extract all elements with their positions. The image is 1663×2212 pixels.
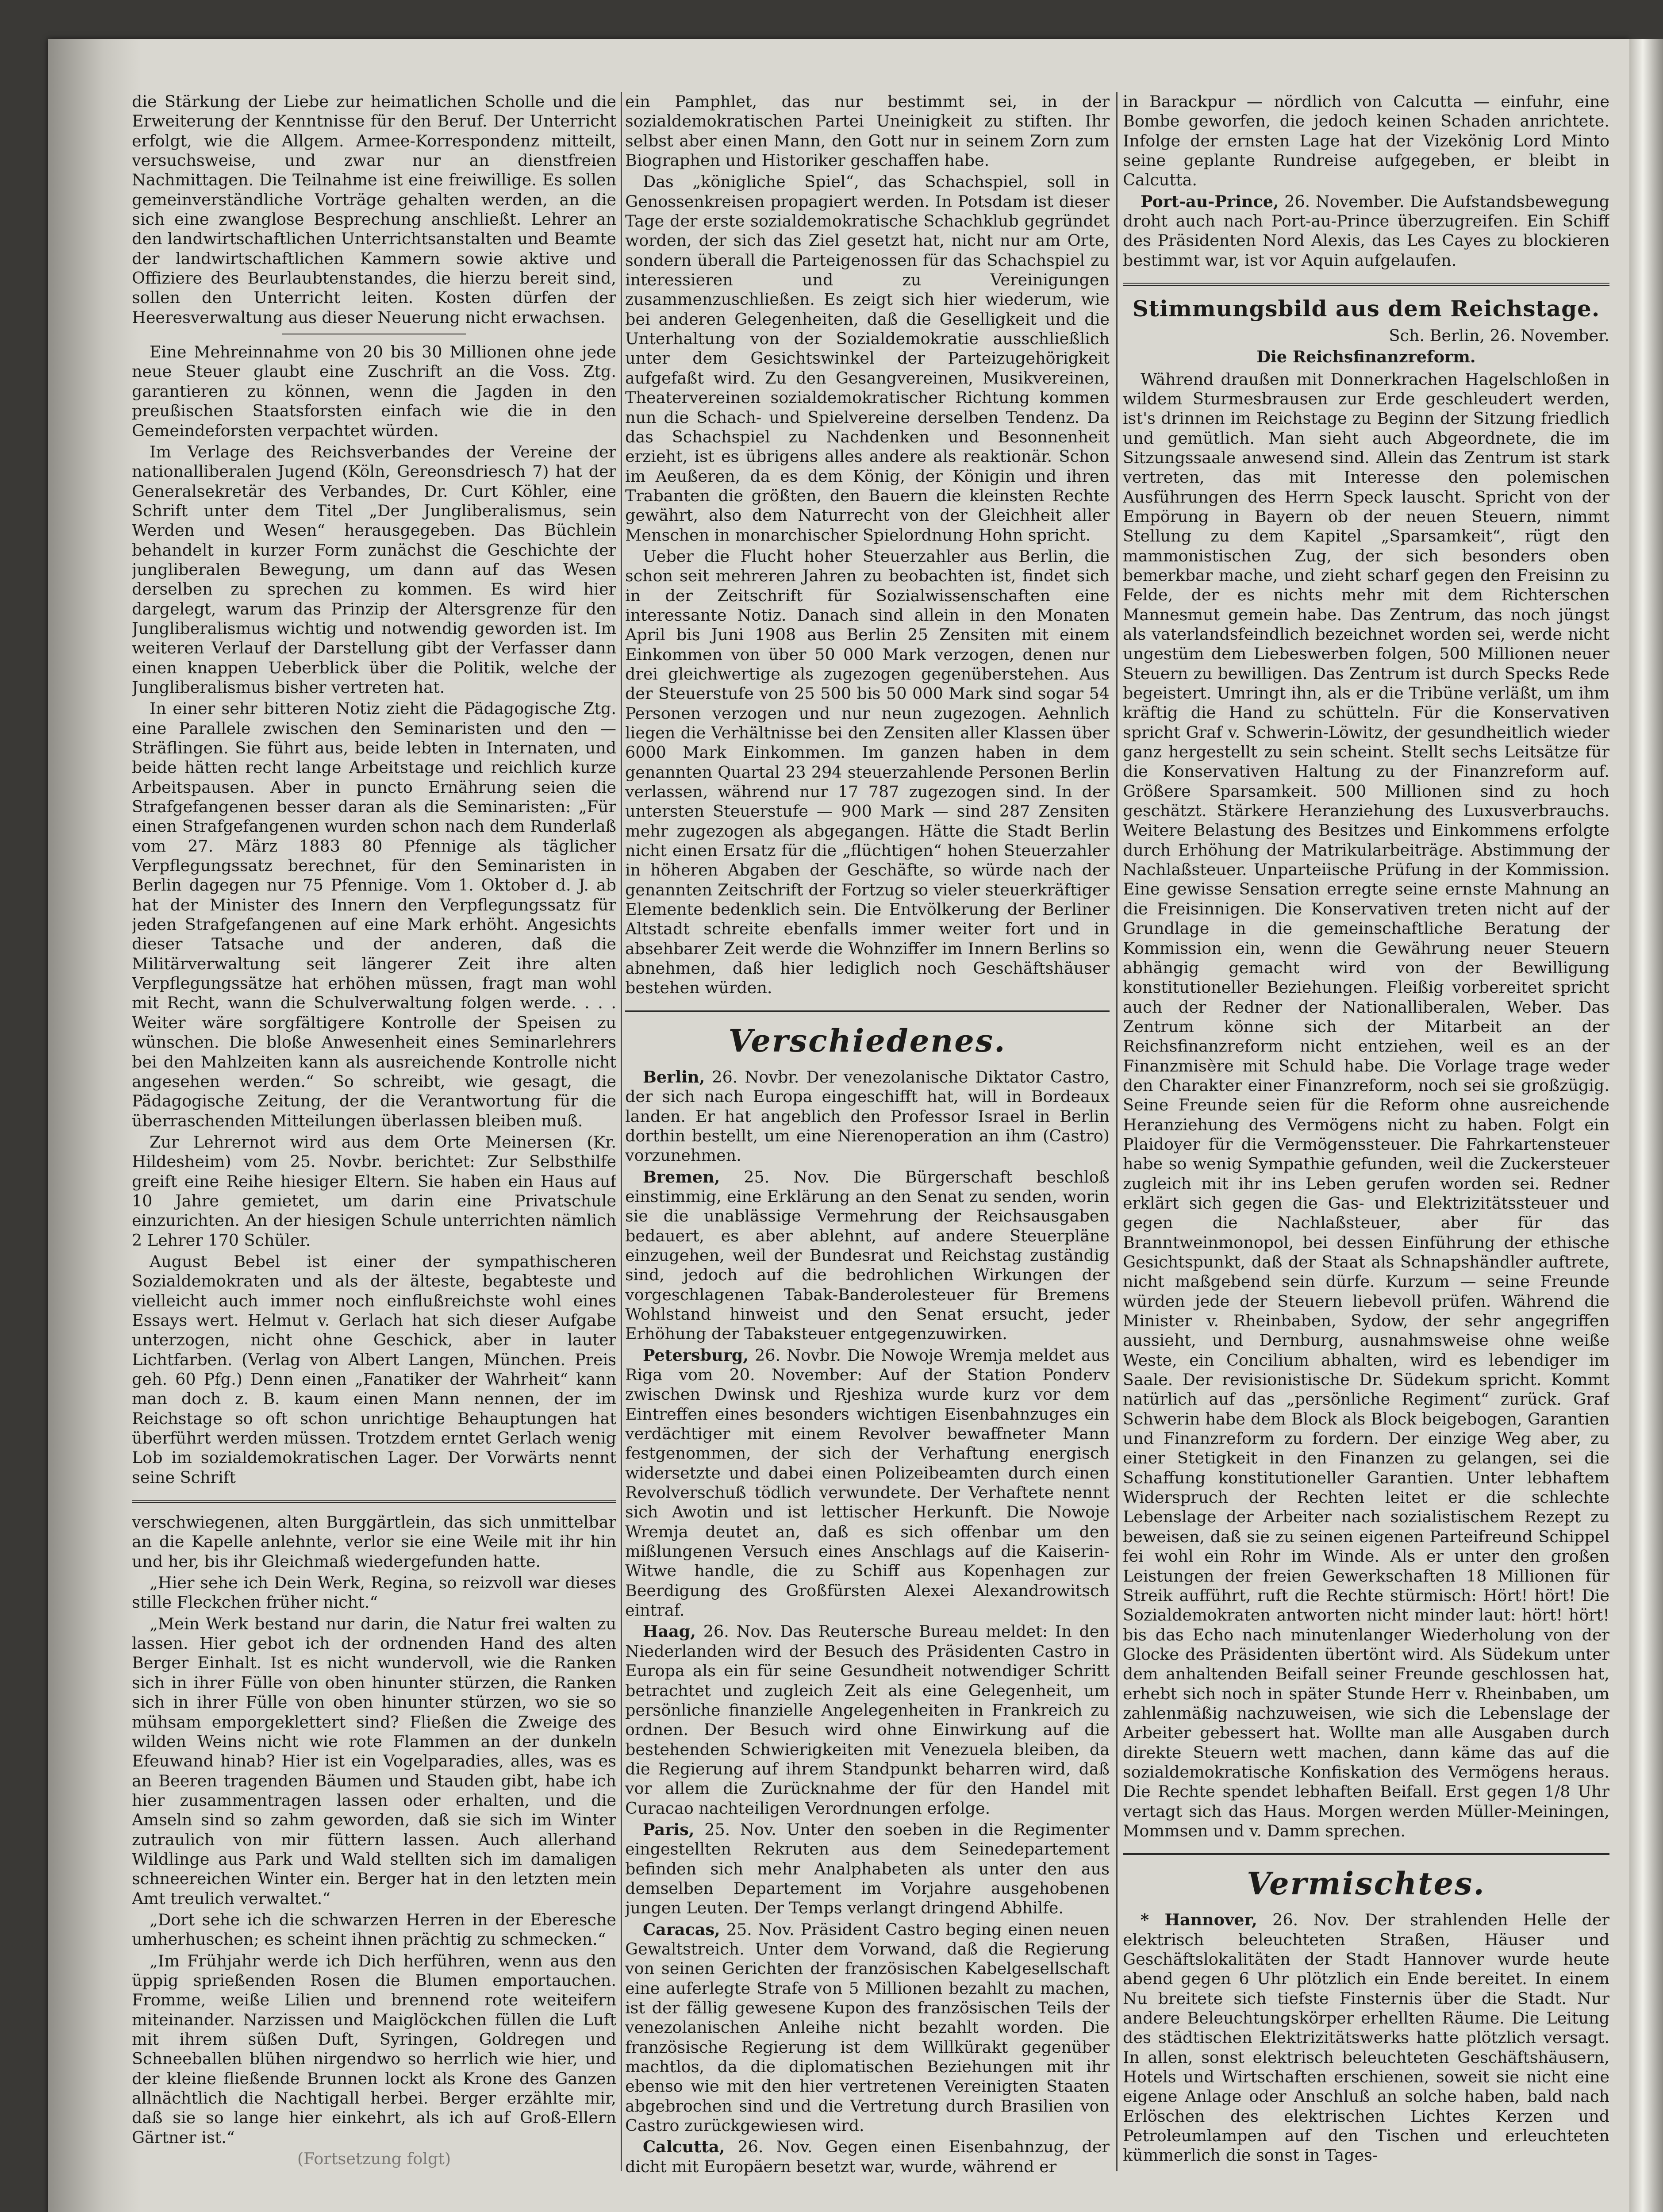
paragraph: die Stärkung der Liebe zur heimatlichen Scholle und die Erweiterung der Kenntnisse für den Beruf. Der Unterricht erfolgt, wie die Allgem. Armee-Korrespondenz mitteilt, versuchsweise, und zwar nur an dienstfreien Nachmittagen. Die Teilnahme ist eine freiwillige. Es sollen gemeinverständliche Vorträge gehalten werden, an die sich eine zwanglose Besprechung anschließt. Lehrer an den landwirtschaftlichen Unterrichtsanstalten und Beamte der landwirtschaftlichen Kammern sowie aktive und Offiziere des Beurlaubtenstandes, die hierzu bereit sind, sollen den Unterricht leiten. Kosten dürfen der Heeresverwaltung aus dieser Neuerung nicht erwachsen. <box>132 92 616 327</box>
section-heading-vermischtes: Vermischtes. <box>1247 1865 1486 1902</box>
dateline: * Hannover, <box>1141 1910 1257 1930</box>
news-text: 26. Nov. Der strahlenden Helle der elektrisch beleuchteten Straßen, Häuser und Geschäftslokalitäten der Stadt Hannover wurde heute abend gegen 6 Uhr plötzlich ein Ende bereitet. In einem Nu breitete sich tiefste Finsternis über die Stadt. Nur andere Beleuchtungskörper erhellten Räume. Die Leitung des städtischen Elektrizitätswerks hatte plötzlich versagt. In allen, sonst elektrisch beleuchteten Geschäftshäusern, Hotels und Wirtschaften erschienen, soweit sie nicht eine eigene Anlage oder Anschluß an solche haben, bald nach Erlöschen des elektrischen Lichtes Kerzen und Petroleumlampen auf den Tischen und erleuchteten kümmerlich die sonst in Tages- <box>1123 1910 1609 2165</box>
news-text: 26. Novbr. Die Nowoje Wremja meldet aus Riga vom 20. November: Auf der Station Ponderv zwischen Dwinsk und Rjeshiza wurde kurz vor dem Eintreffen eines besonders wichtigen Eisenbahnzuges ein verdächtiger mit einem Revolver bewaffneter Mann festgenommen, der sich der Verhaftung energisch widersetzte und dabei einen Polizeibeamten durch einen Revolverschuß tödlich verwundete. Der Verhaftete nennt sich Awotin und ist lettischer Herkunft. Die Nowoje Wremja deutet an, daß es sich offenbar um den mißlungenen Versuch eines Anschlags auf die Kaiserin-Witwe handle, die zu Schiff aus Kopenhagen zur Beerdigung des Großfürsten Alexei Alexandrowitsch eintraf. <box>625 1345 1110 1620</box>
separator <box>625 1010 1110 1012</box>
news-item <box>1123 1910 1609 2165</box>
subheading: Die Reichsfinanzreform. <box>1256 347 1476 367</box>
feuilleton-separator <box>132 1500 616 1503</box>
news-item <box>625 1068 1110 1166</box>
news-text: 25. Nov. Die Bürgerschaft beschloß einstimmig, eine Erklärung an den Senat zu senden, worin sie die unablässige Vermehrung der Reichsausgaben bedauert, es aber ablehnt, auf andere Steuerpläne einzugehen, weil der Bundesrat und Reichstag zuständig sind, jedoch auf die bedrohlichen Wirkungen der vorgeschlagenen Tabak-Banderolesteuer für Bremens Wohlstand hinweist und den Senat ersucht, jeder Erhöhung der Tabaksteuer entgegenzuwirken. <box>625 1167 1110 1344</box>
paragraph: Ueber die Flucht hoher Steuerzahler aus Berlin, die schon seit mehreren Jahren zu beobachten ist, findet sich in der Zeitschrift für Sozialwissenschaften eine interessante Notiz. Danach sind allein in den Monaten April bis Juni 1908 aus Berlin 25 Zensiten mit einem Einkommen von über 50 000 Mark verzogen, denen nur drei gleichwertige als zugezogen gegenüberstehen. Aus der Steuerstufe von 25 500 bis 50 000 Mark sind sogar 54 Personen verzogen und nur neun zugezogen. Aehnlich liegen die Verhältnisse bei den Zensiten aller Klassen über 6000 Mark Einkommen. Im ganzen haben in dem genannten Quartal 23 294 steuerzahlende Personen Berlin verlassen, während nur 17 787 zugezogen sind. In der untersten Steuerstufe — 900 Mark — sind 287 Zensiten mehr zugezogen als abgegangen. Hätte die Stadt Berlin nicht einen Ersatz für die „flüchtigen“ hohen Steuerzahler in höheren Abgaben der Geschäfte, so würde nach der genannten Zeitschrift der Fortzug so vieler steuerkräftiger Elemente bedenklich sein. Die Entvölkerung der Berliner Altstadt schreite ebenfalls immer weiter fort und in absehbarer Zeit werde die Wohnziffer im Innern Berlins so abnehmen, daß hier lediglich noch Geschäftshäuser bestehen würden. <box>625 546 1110 998</box>
news-text: 25. Nov. Unter den soeben in die Regimenter eingestellten Rekruten aus dem Seinedepartement befinden sich mehr Analphabeten als unter den aus demselben Departement im Vorjahre ausgehobenen jungen Leuten. Der Temps verlangt dringend Abhilfe. <box>625 1820 1110 1918</box>
news-item <box>625 1622 1110 1818</box>
news-item <box>1123 192 1609 270</box>
dateline: Port-au-Prince, <box>1141 192 1279 211</box>
column-1 <box>132 92 616 2180</box>
news-item <box>625 1346 1110 1621</box>
news-text: 26. November. Die Aufstandsbewegung droht auch nach Port-au-Prince überzugreifen. Ein Schiff des Präsidenten Nord Alexis, das Les Cayes zu blockieren bestimmt war, ist vor Aquin aufgelaufen. <box>1123 192 1609 270</box>
paragraph: verschwiegenen, alten Burggärtlein, das sich unmittelbar an die Kapelle anlehnte, verlor sie eine Weile mit ihr hin und her, bis ihr Gleichmaß wiedergefunden hatte. <box>132 1513 616 1571</box>
news-text: 26. Novbr. Der venezolanische Diktator Castro, der sich nach Europa eingeschifft hat, will in Bordeaux landen. Er hat angeblich den Professor Israel in Berlin dorthin bestellt, um eine Nierenoperation an ihm (Castro) vorzunehmen. <box>625 1067 1110 1165</box>
news-item <box>625 1920 1110 2136</box>
separator <box>1123 1853 1609 1855</box>
paragraph: „Hier sehe ich Dein Werk, Regina, so reizvoll war dieses stille Fleckchen früher nicht.“ <box>132 1573 616 1612</box>
news-item <box>625 2137 1110 2177</box>
dateline: Calcutta, <box>643 2137 725 2157</box>
paragraph: ein Pamphlet, das nur bestimmt sei, in der sozialdemokratischen Partei Uneinigkeit zu stiften. Ihr selbst aber einen Mann, den Gott nur in seinem Zorn zum Biographen und Historiker geschaffen habe. <box>625 92 1110 170</box>
dateline: Bremen, <box>643 1167 720 1187</box>
separator <box>1123 283 1609 286</box>
paragraph: „Dort sehe ich die schwarzen Herren in der Eberesche umherhuschen; es scheint ihnen prächtig zu schmecken.“ <box>132 1910 616 1949</box>
paragraph: in Barackpur — nördlich von Calcutta — einfuhr, eine Bombe geworfen, die jedoch keinen Schaden anrichtete. Infolge der ernsten Lage hat der Vizekönig Lord Minto seine geplante Rundreise aufgegeben, er bleibt in Calcutta. <box>1123 92 1609 190</box>
paragraph: Das „königliche Spiel“, das Schachspiel, soll in Genossenkreisen propagiert werden. In Potsdam ist dieser Tage der erste sozialdemokratische Schachklub gegründet worden, der sich das Ziel gesetzt hat, nicht nur am Orte, sondern überall die Parteigenossen für das Schachspiel zu interessieren und zu Vereinigungen zusammenzuschließen. Es zeigt sich hier wiederum, wie bei anderen Gelegenheiten, daß die Geselligkeit und die Unterhaltung von der Sozialdemokratie ausschließlich unter dem Gesichtswinkel der Parteizugehörigkeit aufgefaßt wird. Zu den Gesangvereinen, Musikvereinen, Theatervereinen sozialdemokratischer Richtung kommen nun die Schach- und Spielvereine derselben Tendenz. Da das Schachspiel zu Nachdenken und Besonnenheit erzieht, ist es übrigens alles andere als reaktionär. Schon im Aeußeren, da es dem König, der Königin und ihren Trabanten die größten, den Bauern die kleinsten Rechte gewährt, also dem Naturrecht von der Gleichheit aller Menschen in monarchischer Spielordnung Hohn spricht. <box>625 172 1110 545</box>
column-3 <box>1123 92 1609 2180</box>
column-rule <box>1116 92 1118 2171</box>
paragraph: In einer sehr bitteren Notiz zieht die Pädagogische Ztg. eine Parallele zwischen den Seminaristen und den — Sträflingen. Sie führt aus, beide lebten in Internaten, und beide hätten recht lange Arbeitstage und reichlich kurze Arbeitspausen. Aber in puncto Ernährung seien die Strafgefangenen besser daran als die Seminaristen: „Für einen Strafgefangenen wurden schon nach dem Runderlaß vom 27. März 1883 80 Pfennige als täglicher Verpflegungssatz berechnet, für den Seminaristen in Berlin dagegen nur 75 Pfennige. Vom 1. Oktober d. J. ab hat der Minister des Innern den Verpflegungssatz für jeden Strafgefangenen auf eine Mark erhöht. Angesichts dieser Tatsache und der anderen, daß die Militärverwaltung seit längerer Zeit ihre alten Verpflegungssätze hat erhöhen müssen, fragt man wohl mit Recht, wann die Schulverwaltung folgen werde. . . . Weiter wäre sorgfältigere Kontrolle der Speisen zu wünschen. Die bloße Anwesenheit eines Seminarlehrers bei den Mahlzeiten kann als ausreichende Kontrolle nicht angesehen werden.“ So schreibt, wie gesagt, die Pädagogische Zeitung, der die Verantwortung für die überraschenden Mitteilungen überlassen bleiben muß. <box>132 699 616 1130</box>
dateline: Haag, <box>643 1622 696 1641</box>
continuation-note: (Fortsetzung folgt) <box>297 2149 451 2169</box>
news-text: 26. Nov. Gegen einen Eisenbahnzug, der dicht mit Europäern besetzt war, wurde, während er <box>625 2137 1110 2176</box>
news-text: 26. Nov. Das Reutersche Bureau meldet: In den Niederlanden wird der Besuch des Präsidenten Castro in Europa als ein für seine Gesundheit notwendiger Schritt betrachtet und zugleich Zeit als eine Gelegenheit, um persönliche finanzielle Angelegenheiten in Frankreich zu ordnen. Der Besuch wird ohne Einwirkung auf die bestehenden Schwierigkeiten mit Venezuela bleiben, da die Regierung auf ihrem Standpunkt beharren wird, daß vor allem die Zurücknahme der für den Handel mit Curacao nachteiligen Verordnungen erfolge. <box>625 1622 1110 1818</box>
section-heading-verschiedenes: Verschiedenes. <box>728 1022 1006 1059</box>
news-item <box>625 1820 1110 1918</box>
paragraph: August Bebel ist einer der sympathischeren Sozialdemokraten und als der älteste, begabteste und vielleicht auch immer noch einflußreichste wohl eines Essays wert. Helmut v. Gerlach hat sich dieser Aufgabe unterzogen, nicht ohne Geschick, aber in lauter Lichtfarben. (Verlag von Albert Langen, München. Preis geh. 60 Pfg.) Denn einen „Fanatiker der Wahrheit“ kann man doch z. B. kaum einen Mann nennen, der im Reichstage so oft schon unrichtige Behauptungen hat überführt werden müssen. Trotzdem erntet Gerlach wenig Lob im sozialdemokratischen Lager. Der Vorwärts nennt seine Schrift <box>132 1252 616 1487</box>
binding-gutter <box>48 39 141 2212</box>
page-edge <box>1629 39 1663 2212</box>
byline: Sch. Berlin, 26. November. <box>1389 326 1609 345</box>
column-rule <box>621 92 622 2171</box>
paragraph: Während draußen mit Donnerkrachen Hagelschloßen in wildem Sturmesbrausen zur Erde geschleudert werden, ist's drinnen im Reichstage zu Beginn der Sitzung friedlich und gemütlich. Man sieht auch Abgeordnete, die im Sitzungssaale anwesend sind. Allein das Zentrum ist stark vertreten, das mit Interesse den polemischen Ausführungen des Herrn Speck lauscht. Spricht von der Empörung in Bayern ob der neuen Steuern, nimmt Stellung zu dem Kapitel „Sparsamkeit“, rügt den mammonistischen Zug, der sich besonders oben bemerkbar mache, und zieht scharf gegen den Freisinn zu Felde, der es nichts mehr mit dem Richterschen Mannesmut gemein habe. Das Zentrum, das noch jüngst als vaterlandsfeindlich bezeichnet worden sei, werde nicht ungestüm dem Liebeswerben folgen, 500 Millionen neuer Steuern zu bewilligen. Das Zentrum ist durch Specks Rede begeistert. Umringt ihn, als er die Tribüne verläßt, um ihm kräftig die Hand zu schütteln. Für die Konservativen spricht Graf v. Schwerin-Löwitz, der gesundheitlich wieder ganz hergestellt zu sein scheint. Stellt sechs Leitsätze für die Konservativen Haltung zu der Finanzreform auf. Größere Sparsamkeit. 500 Millionen sind zu hoch geschätzt. Stärkere Heranziehung des Luxusverbrauchs. Weitere Belastung des Besitzes und Einkommens erfolgte durch Erhöhung der Matrikularbeiträge. Abstimmung der Nachlaßsteuer. Unparteiische Prüfung in der Kommission. Eine gewisse Sensation erregte seine ernste Mahnung an die Freisinnigen. Die Konservativen treten nicht auf der Grundlage in die gemeinschaftliche Beratung der Kommission ein, wenn die Gewährung neuer Steuern abhängig gemacht wird von der Bewilligung konstitutioneller Beziehungen. Fleißig vorbereitet spricht auch der Redner der Nationalliberalen, Weber. Das Zentrum könne sich der Mitarbeit an der Reichsfinanzreform nicht entziehen, weil es an der Finanzmisère mit Schuld habe. Die Vorlage trage weder den Charakter einer Finanzreform, noch sei sie großzügig. Seine Freunde seien für die Reform ohne ausreichende Heranziehung des Vermögens nicht zu haben. Folgt ein Plaidoyer für die Vermögenssteuer. Die Fahrkartensteuer habe so wenig Sympathie gefunden, weil die Zuckersteuer zugleich mit ihr ins Leben gerufen worden sei. Redner erklärt sich gegen die Gas- und Elektrizitätssteuer und gegen die Nachlaßsteuer, aber für das Branntweinmonopol, bei dessen Einführung der ethische Gesichtspunkt, daß der Staat als Schnapshändler auftrete, nicht maßgebend sein dürfe. Kurzum — seine Freunde würden jede der Steuern liebevoll prüfen. Während die Minister v. Rheinbaben, Sydow, der sehr angegriffen aussieht, und Dernburg, ausnahmsweise ohne weiße Weste, ein Concilium abhalten, wird es lebendiger im Saale. Der revisionistische Dr. Südekum spricht. Kommt natürlich auf das „persönliche Regiment“ zurück. Graf Schwerin habe dem Block als Block beigebogen, Garantien und Finanzreform zu fordern. Der einzige Weg aber, zu einer Stetigkeit in den Finanzen zu gelangen, sei die Schaffung konstitutioneller Garantien. Unter lebhaftem Widerspruch der Rechten leitet er die schlechte Lebenslage der Arbeiter nach sozialistischem Rezept zu beweisen, daß sie zu seinen eigenen Parteifreund Schippel fei wohl ein Rohr im Winde. Als er unter den großen Leistungen der freien Gewerkschaften 18 Millionen für Streik aufführt, ruft die Rechte stürmisch: Hört! hört! Die Sozialdemokraten antworten nicht minder laut: hört! hört! bis das Echo nach minutenlanger Wiederholung von der Glocke des Präsidenten übertönt wird. Als Südekum unter dem anhaltenden Beifall seiner Freunde geschlossen hat, erhebt sich noch in später Stunde Herr v. Rheinbaben, um zahlenmäßig nachzuweisen, wie sich die Lebenslage der Arbeiter gebessert hat. Wollte man alle Ausgaben durch direkte Steuern wett machen, dann käme das auf die sozialdemokratische Konfiskation des Vermögens heraus. Die Rechte spendet lebhaften Beifall. Erst gegen 1/8 Uhr vertagt sich das Haus. Morgen werden Müller-Meiningen, Mommsen und v. Damm sprechen. <box>1123 369 1609 1840</box>
dateline: Paris, <box>643 1820 695 1839</box>
paragraph: „Im Frühjahr werde ich Dich herführen, wenn aus den üppig sprießenden Rosen die Blumen emportauchen. Fromme, weiße Lilien und brennend rote weiteifern miteinander. Narzissen und Maiglöckchen füllen die Luft mit ihrem süßen Duft, Syringen, Goldregen und Schneeballen blühen nirgendwo so herrlich wie hier, und der kleine fließende Brunnen lockt als Krone des Ganzen allnächtlich die Nachtigall herbei. Berger erzählte mir, daß sie so lange hier einkehrt, als ich auf Groß-Ellern Gärtner ist.“ <box>132 1951 616 2147</box>
column-2 <box>625 92 1110 2180</box>
newspaper-page <box>48 39 1629 2212</box>
paragraph: „Mein Werk bestand nur darin, die Natur frei walten zu lassen. Hier gebot ich der ordnenden Hand des alten Berger Einhalt. Ist es nicht wundervoll, wie die Ranken sich in ihrer Fülle von oben hinunter stürzen, die Ranken sich in ihrer Fülle von oben hinunter stürzen, wo sie so mühsam emporgeklettert sind? Fließen die Zweige des wilden Weins nicht wie rote Flammen an der dunkeln Efeuwand hinab? Hier ist ein Vogelparadies, alles, was es an Beeren tragenden Bäumen und Stauden gibt, habe ich hier zusammentragen lassen oder erhalten, und die Amseln sind so zahm geworden, daß sie sich im Winter zutraulich von mir füttern lassen. Auch allerhand Wildlinge aus Park und Wald stellten sich im damaligen schneereichen Winter ein. Berger hat in den letzten mein Amt treulich verwaltet.“ <box>132 1614 616 1908</box>
dateline: Petersburg, <box>643 1345 749 1365</box>
news-text: 25. Nov. Präsident Castro beging einen neuen Gewaltstreich. Unter dem Vorwand, daß die Regierung von seinen Gerichten der französischen Kabelgesellschaft eine auferlegte Strafe von 5 Millionen bezahlt zu machen, ist der fällig gewesene Kupon des französischen Teils der venezolanischen Anleihe nicht bezahlt worden. Die französische Regierung ist dem Willkürakt gegenüber machtlos, da die diplomatischen Beziehungen mit ihr ebenso wie mit den hier vertretenen Vereinigten Staaten abgebrochen sind und die Vertretung durch Brasilien von Castro zurückgewiesen wird. <box>625 1920 1110 2135</box>
dateline: Berlin, <box>643 1067 705 1087</box>
news-item <box>625 1167 1110 1344</box>
paragraph: Eine Mehreinnahme von 20 bis 30 Millionen ohne jede neue Steuer glaubt eine Zuschrift an die Voss. Ztg. garantieren zu können, wenn die Jagden in den preußischen Staatsforsten einfach wie die in den Gemeindeforsten verpachtet würden. <box>132 342 616 440</box>
paragraph: Im Verlage des Reichsverbandes der Vereine der nationalliberalen Jugend (Köln, Gereonsdriesch 7) hat der Generalsekretär des Verbandes, Dr. Curt Köhler, eine Schrift unter dem Titel „Der Jungliberalismus, sein Werden und Wesen“ herausgegeben. Das Büchlein behandelt in kurzer Form zunächst die Geschichte der jungliberalen Bewegung, um dann auf das Wesen derselben zu sprechen zu kommen. Es wird hier dargelegt, warum das Prinzip der Altersgrenze für den Jungliberalismus wichtig und notwendig geworden ist. Im weiteren Verlauf der Darstellung gibt der Verfasser dann einen knappen Ueberblick über die Politik, welche der Jungliberalismus bisher vertreten hat. <box>132 442 616 697</box>
section-heading-stimmungsbild: Stimmungsbild aus dem Reichstage. <box>1132 296 1600 322</box>
dateline: Caracas, <box>643 1920 720 1939</box>
paragraph: Zur Lehrernot wird aus dem Orte Meinersen (Kr. Hildesheim) vom 25. Novbr. berichtet: Zur Selbsthilfe greift eine Reihe hiesiger Eltern. Sie haben ein Haus auf 10 Jahre gemietet, um darin eine Privatschule einzurichten. An der hiesigen Schule unterrichten nämlich 2 Lehrer 170 Schüler. <box>132 1132 616 1250</box>
